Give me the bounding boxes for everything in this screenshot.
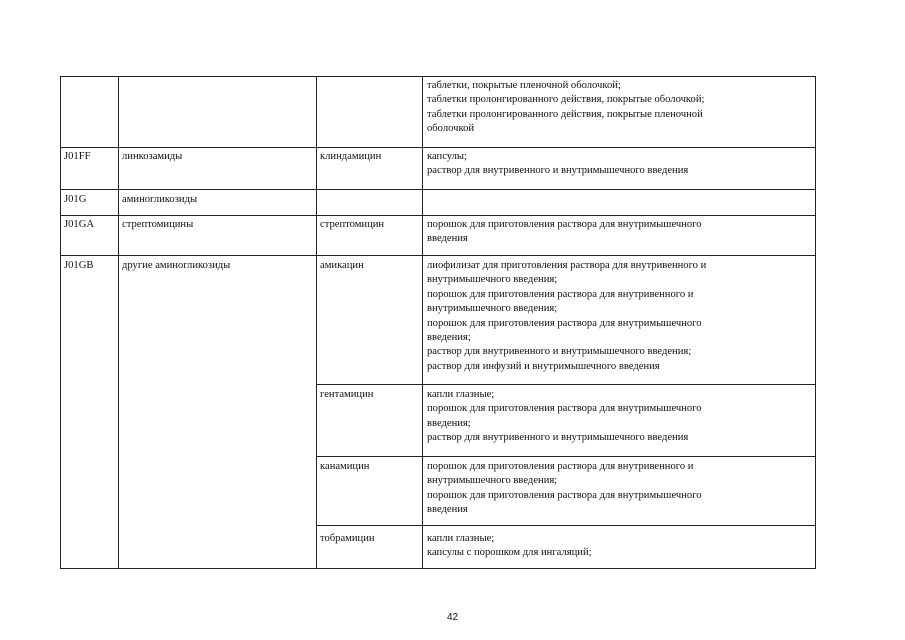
form-line: капли глазные; [427, 389, 495, 400]
table-cell-forms [427, 218, 702, 247]
table-cell-group: линкозамиды [122, 151, 183, 162]
table-cell-code: J01FF [64, 151, 91, 162]
form-line: введения [427, 504, 468, 516]
form-line: порошок для приготовления раствора для внутривенного и [427, 288, 694, 300]
form-line: таблетки пролонгированного действия, покрытые оболочкой; [427, 94, 705, 106]
form-line: раствор для внутривенного и внутримышечного введения; [427, 346, 692, 358]
table-cell-forms [427, 79, 704, 137]
form-line: раствор для внутривенного и внутримышечного введения [427, 165, 689, 177]
table-cell-code: J01G [64, 194, 87, 205]
form-line: оболочкой [427, 123, 475, 135]
table-cell-code: J01GA [64, 219, 95, 230]
form-line: капли глазные; [427, 533, 495, 544]
form-line: капсулы с порошком для ингаляций; [427, 547, 592, 559]
table-cell-group: аминогликозиды [122, 194, 198, 205]
form-line: порошок для приготовления раствора для внутримышечного [427, 489, 702, 501]
form-line: лиофилизат для приготовления раствора для внутривенного и [427, 260, 707, 271]
table-cell-drug: стрептомицин [320, 219, 385, 230]
form-line: таблетки пролонгированного действия, покрытые пленочной [427, 108, 703, 120]
form-line: порошок для приготовления раствора для внутримышечного [427, 317, 702, 329]
table-cell-group: стрептомицины [122, 219, 194, 230]
form-line: внутримышечного введения; [427, 303, 558, 315]
table-cell-drug: тобрамицин [320, 533, 375, 544]
table-cell-drug: клиндамицин [320, 151, 382, 162]
form-line: порошок для приготовления раствора для внутримышечного [427, 219, 702, 230]
table-cell-forms [427, 460, 702, 518]
form-line: внутримышечного введения; [427, 274, 558, 286]
form-line: введения; [427, 417, 471, 429]
form-line: введения [427, 233, 468, 245]
table-cell-forms [427, 532, 592, 561]
form-line: таблетки, покрытые пленочной оболочкой; [427, 80, 621, 91]
table-cell-code: J01GB [64, 260, 94, 271]
table-cell-forms [427, 259, 706, 374]
form-line: порошок для приготовления раствора для внутримышечного [427, 403, 702, 415]
table-cell-group: другие аминогликозиды [122, 260, 231, 271]
form-line: введения; [427, 332, 471, 344]
form-line: раствор для инфузий и внутримышечного введения [427, 360, 660, 372]
table-cell-drug: гентамицин [320, 389, 374, 400]
form-line: капсулы; [427, 151, 467, 162]
table-cell-drug: амикацин [320, 260, 364, 271]
table-cell-forms [427, 150, 688, 179]
form-line: внутримышечного введения; [427, 475, 558, 487]
form-line: раствор для внутривенного и внутримышечного введения [427, 432, 689, 444]
form-line: порошок для приготовления раствора для внутривенного и [427, 461, 694, 472]
page-number: 42 [446, 612, 459, 623]
table-cell-drug: канамицин [320, 461, 370, 472]
table-cell-forms [427, 388, 702, 446]
